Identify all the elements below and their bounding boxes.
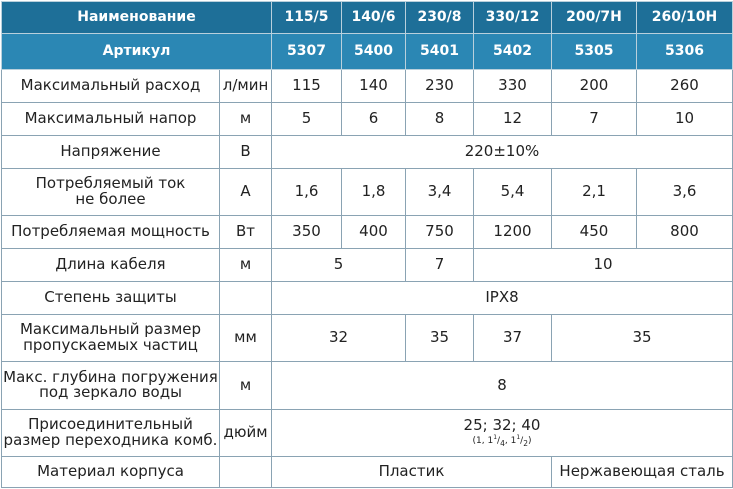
article-number: 5401 bbox=[406, 33, 474, 69]
param-label-line: Присоединительный bbox=[28, 415, 193, 434]
value-cell: 1200 bbox=[474, 216, 552, 249]
unit-cell: м bbox=[220, 249, 272, 282]
article-number: 5305 bbox=[552, 33, 637, 69]
value-cell: 10 bbox=[637, 102, 733, 135]
row-current bbox=[2, 168, 733, 215]
unit-cell: м bbox=[220, 362, 272, 409]
row-particles bbox=[2, 314, 733, 361]
value-cell: 5 bbox=[272, 249, 406, 282]
param-label: Напряжение bbox=[2, 135, 220, 168]
row-material bbox=[2, 457, 733, 488]
value-cell: 35 bbox=[406, 314, 474, 361]
value-cell: 220±10% bbox=[272, 135, 733, 168]
value-cell: 10 bbox=[474, 249, 733, 282]
value-cell: 12 bbox=[474, 102, 552, 135]
param-label: Максимальный расход bbox=[2, 69, 220, 102]
param-label: Материал корпуса bbox=[2, 457, 220, 488]
article-number: 5402 bbox=[474, 33, 552, 69]
value-cell: 230 bbox=[406, 69, 474, 102]
value-cell: 200 bbox=[552, 69, 637, 102]
value-cell: 260 bbox=[637, 69, 733, 102]
value-cell: IPX8 bbox=[272, 281, 733, 314]
param-label: Длина кабеля bbox=[2, 249, 220, 282]
article-number: 5307 bbox=[272, 33, 342, 69]
model-header: 200/7H bbox=[552, 2, 637, 34]
value-cell: 35 bbox=[552, 314, 733, 361]
param-label-line: Максимальный размер bbox=[19, 320, 202, 339]
unit-cell bbox=[220, 457, 272, 488]
model-header: 260/10H bbox=[637, 2, 733, 34]
value-cell: 330 bbox=[474, 69, 552, 102]
value-cell: 37 bbox=[474, 314, 552, 361]
row-adapter bbox=[2, 409, 733, 456]
value-cell: 1,6 bbox=[272, 168, 342, 215]
param-label-line: не более bbox=[75, 189, 146, 208]
param-label: Потребляемая мощность bbox=[2, 216, 220, 249]
value-cell: 140 bbox=[342, 69, 406, 102]
value-cell: 5 bbox=[272, 102, 342, 135]
row-voltage bbox=[2, 135, 733, 168]
value-cell: 7 bbox=[552, 102, 637, 135]
param-label bbox=[2, 409, 220, 456]
param-label bbox=[2, 314, 220, 361]
model-header: 330/12 bbox=[474, 2, 552, 34]
unit-cell bbox=[220, 281, 272, 314]
name-header-label: Наименование bbox=[2, 2, 272, 34]
value-cell: 7 bbox=[406, 249, 474, 282]
value-cell: 1,8 bbox=[342, 168, 406, 215]
param-label-line: Макс. глубина погружения bbox=[3, 367, 218, 386]
unit-cell: Вт bbox=[220, 216, 272, 249]
param-label bbox=[2, 362, 220, 409]
row-depth bbox=[2, 362, 733, 409]
unit-cell: дюйм bbox=[220, 409, 272, 456]
value-cell: 6 bbox=[342, 102, 406, 135]
row-max-flow bbox=[2, 69, 733, 102]
article-number: 5306 bbox=[637, 33, 733, 69]
row-protection bbox=[2, 281, 733, 314]
value-cell: 32 bbox=[272, 314, 406, 361]
param-label: Максимальный напор bbox=[2, 102, 220, 135]
value-cell: 350 bbox=[272, 216, 342, 249]
value-cell: 8 bbox=[272, 362, 733, 409]
value-cell: 750 bbox=[406, 216, 474, 249]
article-header-label: Артикул bbox=[2, 33, 272, 69]
unit-cell: мм bbox=[220, 314, 272, 361]
unit-cell: А bbox=[220, 168, 272, 215]
param-label-line: под зеркало воды bbox=[39, 383, 182, 402]
param-label-line: пропускаемых частиц bbox=[23, 336, 198, 355]
header-row-articles bbox=[2, 33, 733, 69]
param-label-line: Потребляемый ток bbox=[35, 174, 186, 193]
value-cell: 3,4 bbox=[406, 168, 474, 215]
adapter-sizes: 25; 32; 40 bbox=[463, 415, 541, 434]
value-cell bbox=[272, 409, 733, 456]
row-cable bbox=[2, 249, 733, 282]
value-cell: Нержавеющая сталь bbox=[552, 457, 733, 488]
unit-cell: м bbox=[220, 102, 272, 135]
value-cell: 5,4 bbox=[474, 168, 552, 215]
model-header: 230/8 bbox=[406, 2, 474, 34]
param-label bbox=[2, 168, 220, 215]
param-label: Степень защиты bbox=[2, 281, 220, 314]
model-header: 115/5 bbox=[272, 2, 342, 34]
param-label-line: размер переходника комб. bbox=[3, 430, 218, 449]
value-cell: 115 bbox=[272, 69, 342, 102]
spec-table bbox=[1, 1, 733, 488]
model-header: 140/6 bbox=[342, 2, 406, 34]
value-cell: 450 bbox=[552, 216, 637, 249]
row-power bbox=[2, 216, 733, 249]
value-cell: 3,6 bbox=[637, 168, 733, 215]
unit-cell: В bbox=[220, 135, 272, 168]
value-cell: Пластик bbox=[272, 457, 552, 488]
adapter-inch-sizes: (1, $1^1/_4$, $1^1/_2$) bbox=[472, 434, 532, 449]
article-number: 5400 bbox=[342, 33, 406, 69]
unit-cell: л/мин bbox=[220, 69, 272, 102]
row-max-head bbox=[2, 102, 733, 135]
value-cell: 400 bbox=[342, 216, 406, 249]
header-row-names bbox=[2, 2, 733, 34]
value-cell: 2,1 bbox=[552, 168, 637, 215]
value-cell: 8 bbox=[406, 102, 474, 135]
value-cell: 800 bbox=[637, 216, 733, 249]
